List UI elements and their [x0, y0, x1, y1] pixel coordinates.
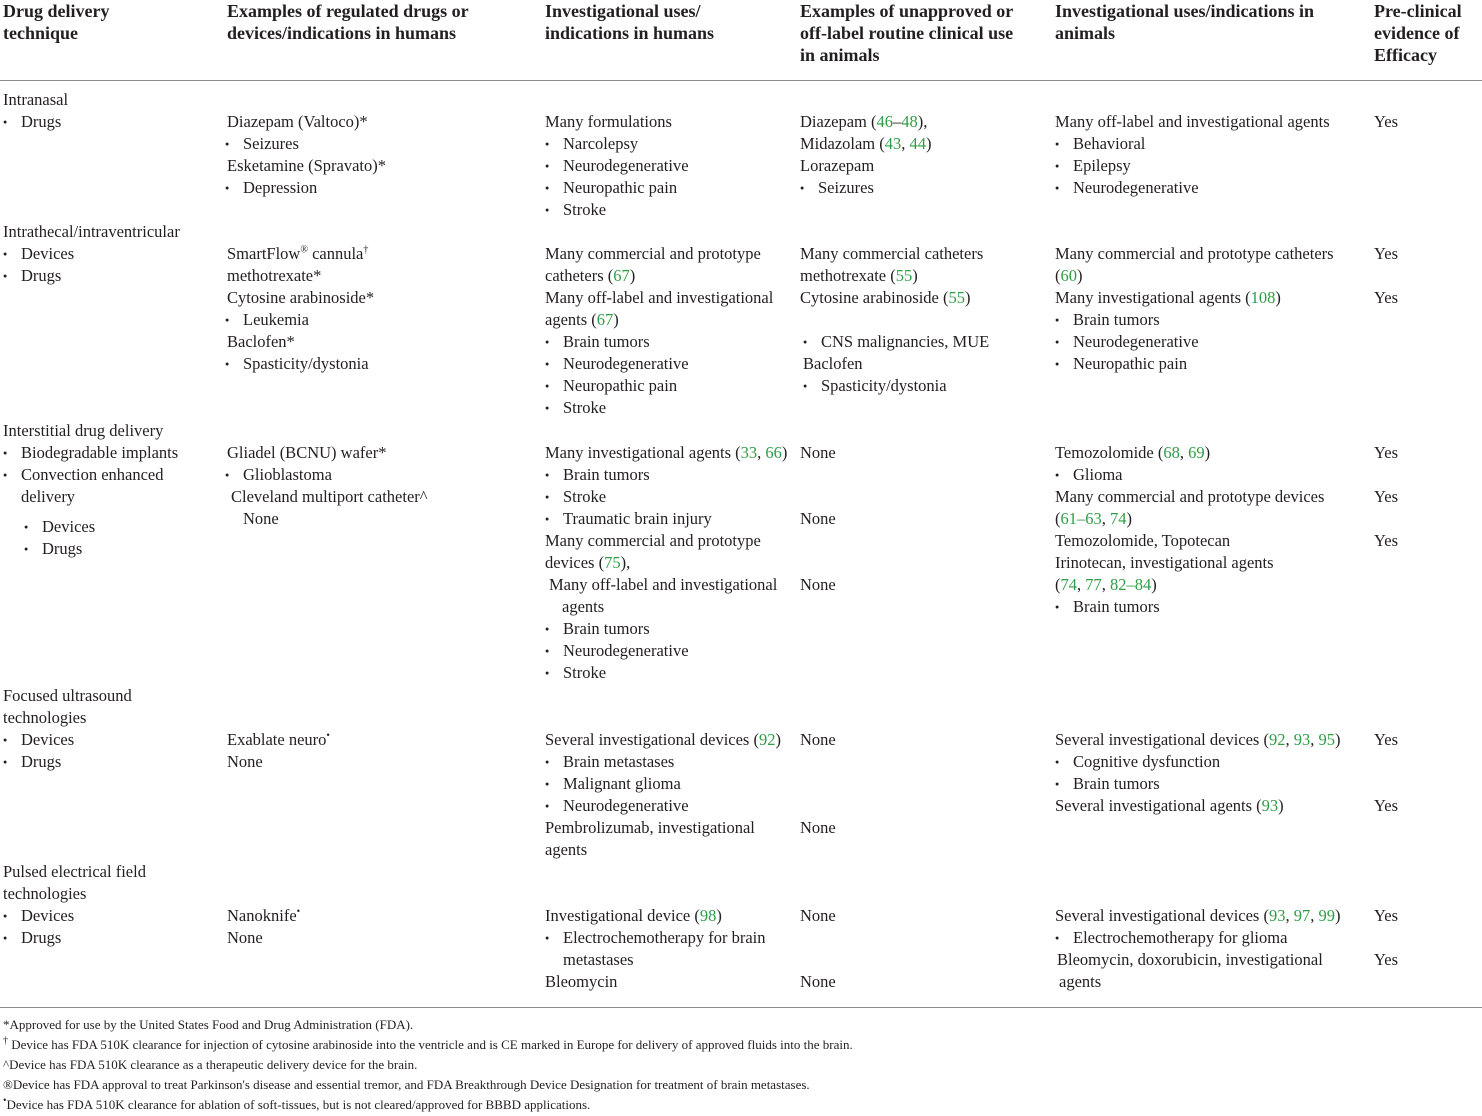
section-intranasal: Intranasal	[3, 90, 69, 109]
human-investigational-item: Many formulations	[545, 112, 672, 131]
human-indication: ● Neurodegenerative	[545, 640, 689, 662]
animal-offlabel-item: None	[800, 509, 836, 528]
animal-indication: ● Neurodegenerative	[1055, 331, 1199, 353]
regulated-indication: ● Leukemia	[225, 309, 309, 331]
technique-subitem: ● Devices	[24, 516, 95, 538]
animal-indication: ● Electrochemotherapy for glioma	[1055, 927, 1287, 949]
animal-offlabel-item: None	[800, 972, 836, 991]
animal-indication: ● Seizures	[800, 177, 874, 199]
regulated-item: None	[227, 752, 263, 771]
technique-item: ● Biodegradable implants	[3, 442, 178, 464]
human-indication: ● Neurodegenerative	[545, 155, 689, 177]
reference-link[interactable]: 108	[1250, 288, 1276, 307]
technique-item: ● Drugs	[3, 927, 61, 949]
technique-item: ● Drugs	[3, 751, 61, 773]
regulated-indication: ● Depression	[225, 177, 317, 199]
animal-indication: ● Neuropathic pain	[1055, 353, 1187, 375]
reference-link[interactable]: 55	[948, 288, 965, 307]
reference-link[interactable]: 69	[1188, 443, 1205, 462]
section-pulsed-electrical-cont: technologies	[3, 884, 87, 903]
reference-link[interactable]: 93	[1293, 730, 1311, 749]
human-investigational-item: Many commercial and prototype	[545, 531, 761, 550]
regulated-item: Cleveland multiport catheter^	[231, 487, 428, 506]
animal-indication: ● Epilepsy	[1055, 155, 1131, 177]
animal-investigational-item: Several investigational devices (93, 97, 99)	[1055, 906, 1341, 925]
reference-link[interactable]: 84	[1134, 575, 1152, 594]
animal-offlabel-item: Lorazepam	[800, 156, 875, 175]
regulated-indication: ● Spasticity/dystonia	[225, 353, 369, 375]
human-indication: ● Neurodegenerative	[545, 795, 689, 817]
reference-link[interactable]: 63	[1085, 509, 1102, 528]
regulated-item: Cytosine arabinoside*	[227, 288, 375, 307]
animal-offlabel-item: None	[800, 730, 836, 749]
animal-investigational-item: Bleomycin, doxorubicin, investigational	[1057, 950, 1323, 969]
reference-link[interactable]: 48	[901, 112, 918, 131]
reference-link[interactable]: 55	[895, 266, 913, 285]
regulated-item: Baclofen*	[227, 332, 295, 351]
human-investigational-item: Pembrolizumab, investigational	[545, 818, 755, 837]
human-indication: ● Brain tumors	[545, 464, 650, 486]
animal-indication: ● Brain tumors	[1055, 773, 1160, 795]
technique-item: ● Convection enhanced	[3, 464, 164, 486]
reference-link[interactable]: 93	[1261, 796, 1279, 815]
human-indication: ● Neuropathic pain	[545, 375, 677, 397]
reference-link[interactable]: 98	[699, 906, 717, 925]
preclinical-yes: Yes	[1374, 288, 1399, 307]
animal-investigational-item: Temozolomide (68, 69)	[1055, 443, 1211, 462]
footnote-dot: •Device has FDA 510K clearance for ablation of soft-tissues, but is not cleared/approved for BBBD applications.	[3, 1095, 591, 1112]
reference-link[interactable]: 33	[740, 443, 758, 462]
reference-link[interactable]: 92	[758, 730, 776, 749]
reference-link[interactable]: 44	[909, 134, 927, 153]
regulated-item: Nanoknife•	[227, 906, 301, 925]
technique-item: ● Devices	[3, 729, 74, 751]
regulated-item: Diazepam (Valtoco)*	[227, 112, 368, 131]
human-indication: ● Stroke	[545, 486, 606, 508]
header-rule	[0, 80, 1482, 81]
section-intrathecal: Intrathecal/intraventricular	[3, 222, 180, 241]
animal-investigational-item: (60)	[1055, 266, 1083, 285]
regulated-item: SmartFlow® cannula†	[227, 244, 369, 263]
human-indication-cont: metastases	[563, 950, 634, 969]
human-indication: ● Brain tumors	[545, 331, 650, 353]
footnote-approved: *Approved for use by the United States Food and Drug Administration (FDA).	[3, 1017, 414, 1032]
animal-investigational-item: Many commercial and prototype devices	[1055, 487, 1325, 506]
animal-investigational-item: (74, 77, 82–84)	[1055, 575, 1157, 594]
preclinical-yes: Yes	[1374, 244, 1399, 263]
human-indication: ● Stroke	[545, 662, 606, 684]
animal-investigational-item: Many off-label and investigational agents	[1055, 112, 1330, 131]
animal-investigational-item: Temozolomide, Topotecan	[1055, 531, 1231, 550]
reference-link[interactable]: 74	[1060, 575, 1077, 594]
animal-investigational-item: Several investigational agents (93)	[1055, 796, 1284, 815]
reference-link[interactable]: 99	[1318, 906, 1335, 925]
reference-link[interactable]: 74	[1110, 509, 1127, 528]
human-investigational-item: agents (67)	[545, 310, 619, 329]
reference-link[interactable]: 95	[1318, 730, 1335, 749]
animal-offlabel-item: Many commercial catheters	[800, 244, 984, 263]
reference-link[interactable]: 46	[876, 112, 893, 131]
section-focused-ultrasound-cont: technologies	[3, 708, 87, 727]
regulated-indication: ● Glioblastoma	[225, 464, 332, 486]
preclinical-yes: Yes	[1374, 112, 1399, 131]
animal-offlabel-item: Cytosine arabinoside (55)	[800, 288, 971, 307]
header-regulated-drugs: Examples of regulated drugs or devices/indications in humans	[227, 1, 469, 43]
animal-offlabel-item: None	[800, 575, 836, 594]
footnote-caret: ^Device has FDA 510K clearance as a therapeutic delivery device for the brain.	[3, 1057, 418, 1072]
human-investigational-item: Many off-label and investigational	[545, 288, 774, 307]
preclinical-yes: Yes	[1374, 730, 1399, 749]
section-focused-ultrasound: Focused ultrasound	[3, 686, 132, 705]
technique-item: ● Drugs	[3, 111, 61, 133]
preclinical-yes: Yes	[1374, 796, 1399, 815]
animal-indication: ● Spasticity/dystonia	[803, 375, 947, 397]
regulated-item: Exablate neuro•	[227, 730, 330, 749]
animal-indication: ● Brain tumors	[1055, 309, 1160, 331]
animal-investigational-item: Irinotecan, investigational agents	[1055, 553, 1274, 572]
preclinical-yes: Yes	[1374, 487, 1399, 506]
human-investigational-item: Investigational device (98)	[545, 906, 722, 925]
footnote-registered: ®Device has FDA approval to treat Parkinson's disease and essential tremor, and FDA Breakthrough Device Designation for treatment of brain metastases.	[3, 1077, 810, 1092]
header-technique: Drug delivery technique	[3, 1, 110, 43]
technique-subitem: ● Drugs	[24, 538, 82, 560]
reference-link[interactable]: 82	[1110, 575, 1127, 594]
animal-investigational-item: Several investigational devices (92, 93, 95)	[1055, 730, 1341, 749]
human-indication: ● Electrochemotherapy for brain	[545, 927, 766, 949]
reference-link[interactable]: 67	[613, 266, 630, 285]
preclinical-yes: Yes	[1374, 443, 1399, 462]
technique-item: ● Devices	[3, 905, 74, 927]
human-indication: ● Malignant glioma	[545, 773, 681, 795]
human-investigational-item: Many off-label and investigational	[549, 575, 778, 594]
reference-link[interactable]: 75	[604, 553, 621, 572]
animal-offlabel-item: None	[800, 443, 836, 462]
animal-offlabel-item: Diazepam (46–48),	[800, 112, 928, 131]
reference-link[interactable]: 66	[765, 443, 782, 462]
human-indication: ● Brain tumors	[545, 618, 650, 640]
human-investigational-item: agents	[562, 597, 605, 616]
animal-investigational-item: (61–63, 74)	[1055, 509, 1132, 528]
technique-item: ● Drugs	[3, 265, 61, 287]
regulated-item: Gliadel (BCNU) wafer*	[227, 443, 387, 462]
animal-indication: ● Neurodegenerative	[1055, 177, 1199, 199]
reference-link[interactable]: 97	[1293, 906, 1311, 925]
human-investigational-item: catheters (67)	[545, 266, 636, 285]
reference-link[interactable]: 92	[1268, 730, 1286, 749]
human-investigational-item: agents	[545, 840, 588, 859]
human-investigational-item: Many commercial and prototype	[545, 244, 761, 263]
animal-offlabel-item: None	[800, 818, 836, 837]
footnote-rule	[0, 1007, 1482, 1008]
human-indication: ● Narcolepsy	[545, 133, 638, 155]
human-indication: ● Stroke	[545, 199, 606, 221]
animal-indication: ● Cognitive dysfunction	[1055, 751, 1220, 773]
reference-link[interactable]: 61	[1060, 509, 1077, 528]
human-indication: ● Traumatic brain injury	[545, 508, 712, 530]
preclinical-yes: Yes	[1374, 906, 1399, 925]
preclinical-yes: Yes	[1374, 950, 1399, 969]
section-interstitial: Interstitial drug delivery	[3, 421, 164, 440]
footnote-dagger: † Device has FDA 510K clearance for injection of cytosine arabinoside into the ventricle and is CE marked in Europe for delivery of approved fluids into the brain.	[3, 1035, 853, 1052]
reference-link[interactable]: 77	[1085, 575, 1102, 594]
animal-offlabel-item: methotrexate (55)	[800, 266, 918, 285]
animal-offlabel-item: Midazolam (43, 44)	[800, 134, 932, 153]
technique-item: ● Devices	[3, 243, 74, 265]
animal-indication: ● CNS malignancies, MUE	[803, 331, 989, 353]
human-investigational-item: devices (75),	[545, 553, 631, 572]
human-indication: ● Stroke	[545, 397, 606, 419]
regulated-item: Esketamine (Spravato)*	[227, 156, 386, 175]
human-investigational-item: Several investigational devices (92)	[545, 730, 781, 749]
animal-offlabel-item: Baclofen	[803, 354, 863, 373]
regulated-indication: ● Seizures	[225, 133, 299, 155]
reference-link[interactable]: 43	[884, 134, 902, 153]
human-indication: ● Neurodegenerative	[545, 353, 689, 375]
reference-link[interactable]: 67	[596, 310, 614, 329]
animal-offlabel-item: None	[800, 906, 836, 925]
regulated-item: None	[243, 509, 279, 528]
animal-investigational-item: Many commercial and prototype catheters	[1055, 244, 1334, 263]
human-investigational-item: Bleomycin	[545, 972, 618, 991]
header-investigational-animals: Investigational uses/indications in animals	[1055, 1, 1315, 43]
regulated-item: methotrexate*	[227, 266, 322, 285]
header-investigational-humans: Investigational uses/ indications in humans	[545, 1, 715, 43]
human-investigational-item: Many investigational agents (33, 66)	[545, 443, 788, 462]
reference-link[interactable]: 93	[1268, 906, 1286, 925]
regulated-item: None	[227, 928, 263, 947]
reference-link[interactable]: 60	[1060, 266, 1077, 285]
human-indication: ● Neuropathic pain	[545, 177, 677, 199]
technique-item-cont: delivery	[21, 487, 76, 506]
header-preclinical-evidence: Pre-clinical evidence of Efficacy	[1374, 1, 1462, 65]
human-indication: ● Brain metastases	[545, 751, 674, 773]
header-unapproved-animals: Examples of unapproved or off-label routine clinical use in animals	[800, 1, 1014, 65]
section-pulsed-electrical: Pulsed electrical field	[3, 862, 146, 881]
preclinical-yes: Yes	[1374, 531, 1399, 550]
reference-link[interactable]: 68	[1163, 443, 1180, 462]
animal-investigational-item: Many investigational agents (108)	[1055, 288, 1281, 307]
animal-indication: ● Behavioral	[1055, 133, 1145, 155]
animal-investigational-item: agents	[1059, 972, 1102, 991]
animal-indication: ● Glioma	[1055, 464, 1123, 486]
animal-indication: ● Brain tumors	[1055, 596, 1160, 618]
